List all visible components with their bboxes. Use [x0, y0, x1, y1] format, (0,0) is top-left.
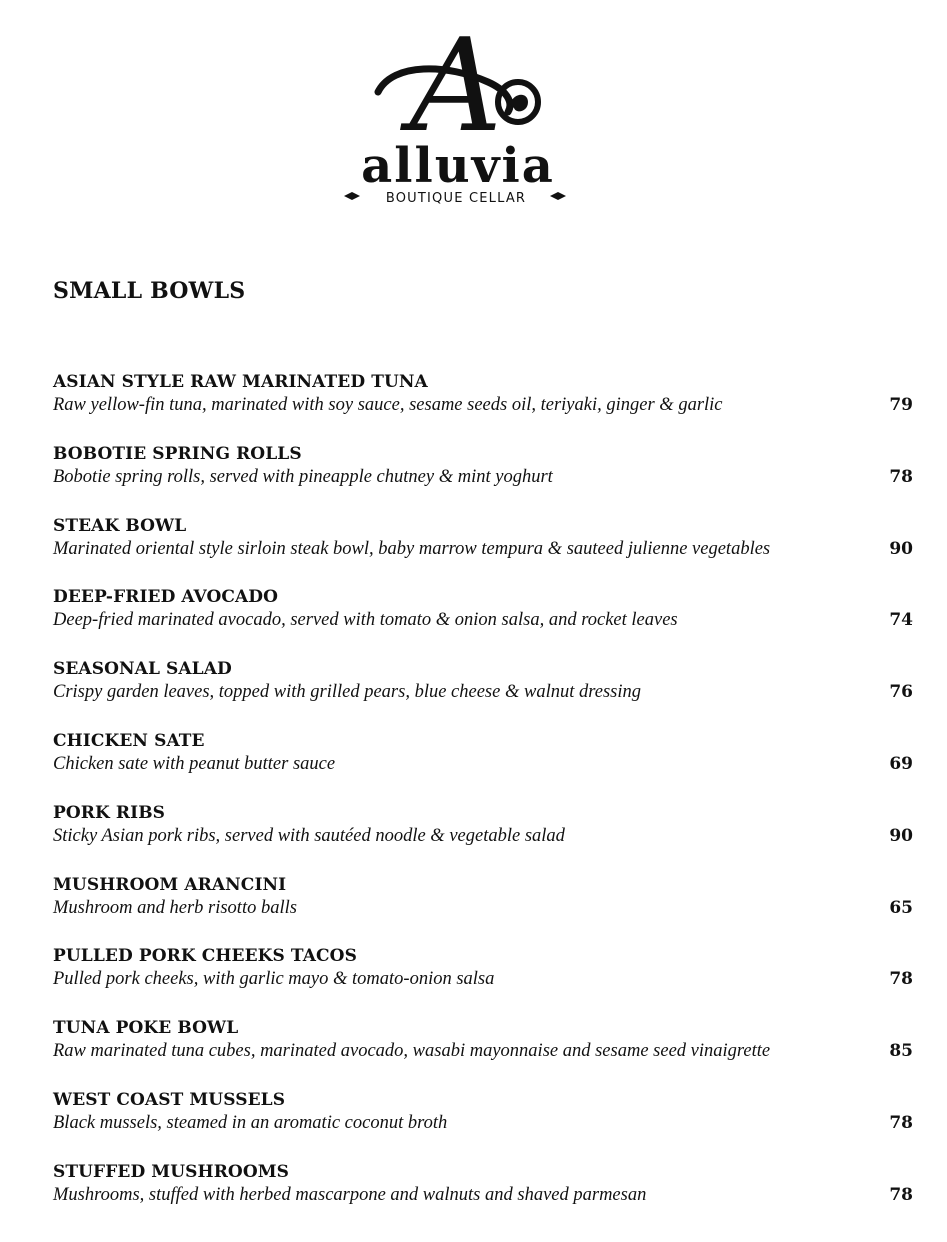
menu-item: [53, 1017, 913, 1089]
menu-item: [53, 945, 913, 1017]
menu-item: [53, 586, 913, 658]
dish-price: 79: [889, 395, 913, 415]
dish-description: Crispy garden leaves, topped with grilled pears, blue cheese & walnut dressing: [53, 682, 641, 703]
dish-name: STUFFED MUSHROOMS: [53, 1161, 290, 1182]
dish-description: Marinated oriental style sirloin steak bowl, baby marrow tempura & sauteed julienne vegetables: [53, 538, 771, 559]
dish-name: BOBOTIE SPRING ROLLS: [53, 443, 302, 464]
dish-description: Black mussels, steamed in an aromatic coconut broth: [53, 1112, 448, 1133]
menu-list: [53, 371, 913, 1233]
logo-wordmark: alluvia: [361, 138, 555, 194]
dish-price: 76: [889, 682, 913, 703]
dish-description: Sticky Asian pork ribs, served with sautéed noodle & vegetable salad: [53, 825, 565, 846]
dish-price: 69: [889, 753, 913, 774]
dish-name: TUNA POKE BOWL: [53, 1018, 239, 1039]
dish-description: Deep-fried marinated avocado, served with tomato & onion salsa, and rocket leaves: [53, 610, 678, 631]
dish-description: Bobotie spring rolls, served with pineapple chutney & mint yoghurt: [53, 466, 553, 487]
logo-ornament-left: [344, 192, 360, 200]
logo-monogram: A: [409, 12, 503, 161]
dish-price: 78: [889, 466, 913, 487]
dish-price: 78: [889, 1112, 913, 1133]
dish-name: STEAK BOWL: [53, 515, 187, 536]
logo-tagline: BOUTIQUE CELLAR: [385, 191, 527, 206]
dish-description: Raw yellow-fin tuna, marinated with soy sauce, sesame seeds oil, teriyaki, ginger & garlic: [53, 395, 723, 415]
menu-item: [53, 802, 913, 874]
menu-item: [53, 371, 913, 443]
menu-item: [53, 874, 913, 946]
dish-name: ASIAN STYLE RAW MARINATED TUNA: [53, 372, 428, 392]
dish-name: PULLED PORK CHEEKS TACOS: [53, 946, 357, 967]
section-title: SMALL BOWLS: [53, 278, 246, 304]
dish-price: 78: [889, 1184, 913, 1205]
dish-name: DEEP-FRIED AVOCADO: [53, 587, 279, 608]
dish-description: Mushrooms, stuffed with herbed mascarpone and walnuts and shaved parmesan: [53, 1184, 647, 1205]
dish-price: 65: [889, 897, 913, 918]
brand-logo: [338, 12, 578, 212]
alluvia-logo-mark: [338, 12, 578, 212]
menu-item: [53, 515, 913, 587]
dish-name: PORK RIBS: [53, 802, 166, 823]
dish-name: SEASONAL SALAD: [53, 659, 232, 680]
dish-price: 78: [889, 969, 913, 990]
menu-item: [53, 730, 913, 802]
menu-item: [53, 658, 913, 730]
dish-price: 85: [889, 1041, 913, 1062]
dish-price: 74: [889, 610, 913, 631]
dish-name: MUSHROOM ARANCINI: [53, 874, 287, 895]
dish-description: Raw marinated tuna cubes, marinated avocado, wasabi mayonnaise and sesame seed vinaigrette: [53, 1041, 771, 1062]
dish-price: 90: [889, 538, 913, 559]
dish-name: WEST COAST MUSSELS: [53, 1089, 286, 1110]
dish-description: Pulled pork cheeks, with garlic mayo & tomato-onion salsa: [53, 969, 495, 990]
menu-item: [53, 1161, 913, 1233]
dish-description: Chicken sate with peanut butter sauce: [53, 753, 336, 774]
dish-name: CHICKEN SATE: [53, 730, 205, 751]
menu-item: [53, 443, 913, 515]
dish-price: 90: [889, 825, 913, 846]
dish-description: Mushroom and herb risotto balls: [53, 897, 297, 918]
menu-item: [53, 1089, 913, 1161]
